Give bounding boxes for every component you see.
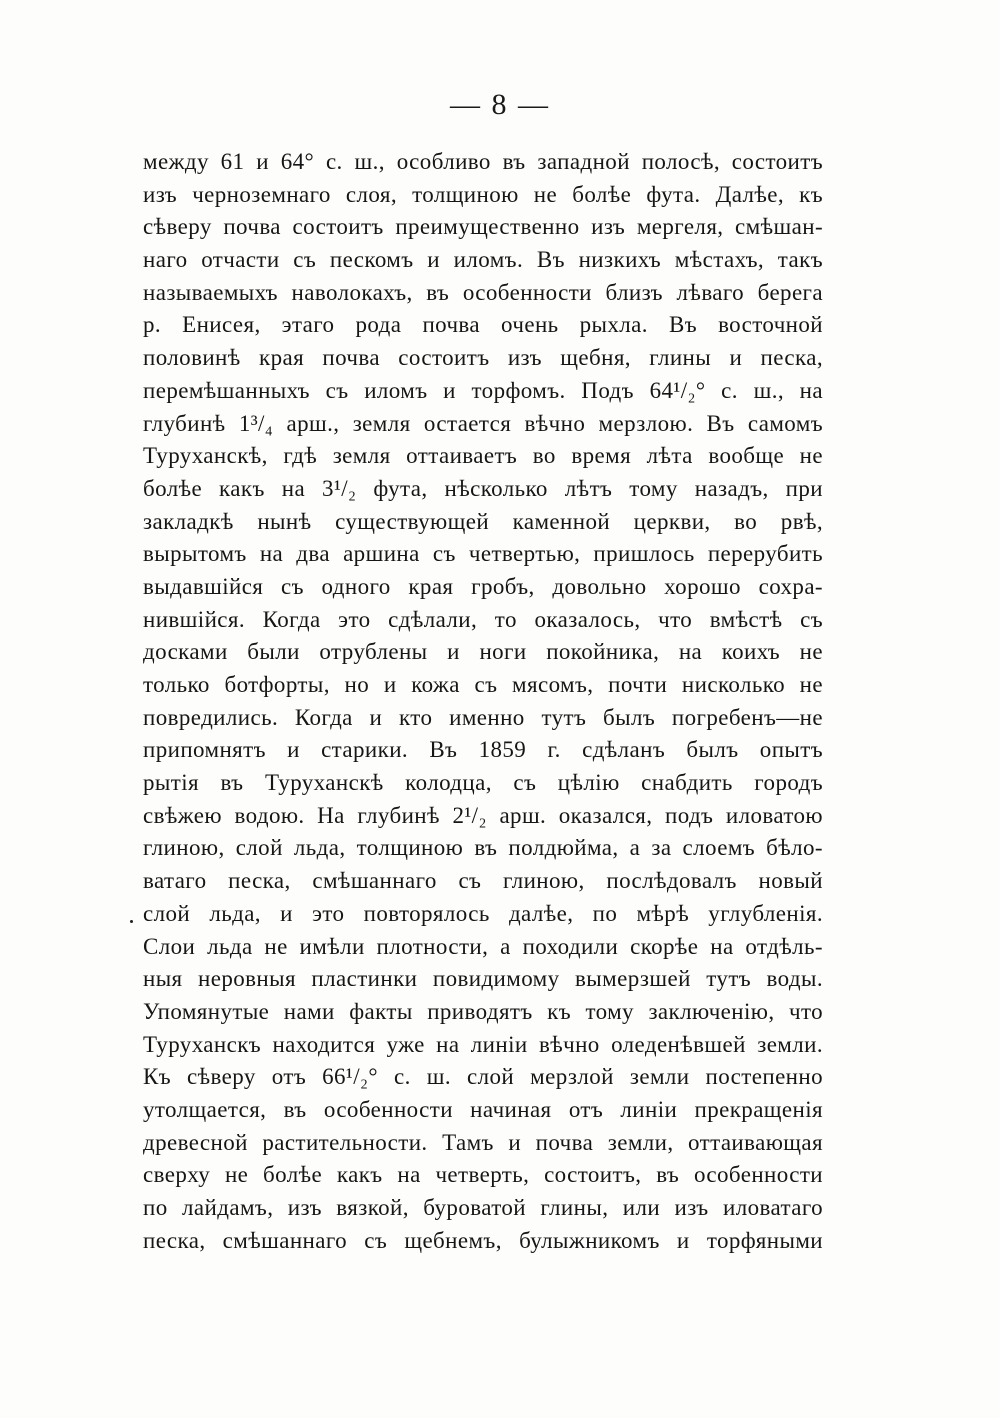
text-line: рытія въ Туруханскѣ колодца, съ цѣлію снабдить городъ — [143, 770, 823, 796]
text-line: досками были отрублены и ноги покойника, на коихъ не — [143, 639, 823, 665]
text-line: слой льда, и это повторялось далѣе, по мѣрѣ углубленія. — [143, 900, 823, 926]
text-line: изъ черноземнаго слоя, толщиною не болѣе фута. Далѣе, къ — [143, 181, 823, 207]
text-line: между 61 и 64° с. ш., особливо въ западной полосѣ, состоитъ — [143, 149, 823, 174]
text-line: только ботфорты, но и кожа съ мясомъ, почти нисколько не — [143, 672, 823, 697]
text-line: по лайдамъ, изъ вязкой, буроватой глины, или изъ иловатаго — [143, 1195, 823, 1220]
text-line: песка, смѣшаннаго съ щебнемъ, булыжникомъ и торфяными — [143, 1227, 823, 1253]
text-line: называемыхъ наволокахъ, въ особенности близъ лѣваго берега — [143, 279, 823, 305]
text-line: Туруханскѣ, гдѣ земля оттаиваетъ во время лѣта вообще не — [143, 443, 823, 469]
text-line: болѣе какъ на 3¹/₂ фута, нѣсколько лѣтъ тому назадъ, при — [143, 475, 823, 501]
text-line: Къ сѣверу отъ 66¹/₂° с. ш. слой мерзлой земли постепенно — [143, 1064, 823, 1090]
text-line: Туруханскъ находится уже на линіи вѣчно оледенѣвшей земли. — [143, 1031, 823, 1057]
margin-ink-mark — [130, 920, 133, 923]
text-line: наго отчасти съ пескомъ и иломъ. Въ низкихъ мѣстахъ, такъ — [143, 247, 823, 273]
text-line: нившійся. Когда это сдѣлали, то оказалось, что вмѣстѣ съ — [143, 606, 823, 632]
text-line: перемѣшанныхъ съ иломъ и торфомъ. Подъ 64¹/₂° с. ш., на — [143, 377, 823, 403]
text-line: р. Енисея, этаго рода почва очень рыхла. Въ восточной — [143, 312, 823, 338]
body-text — [143, 146, 823, 1257]
text-line: вырытомъ на два аршина съ четвертью, пришлось перерубить — [143, 541, 823, 567]
text-line: свѣжею водою. На глубинѣ 2¹/₂ арш. оказался, подъ иловатою — [143, 802, 823, 828]
text-line: глубинѣ 1³/₄ арш., земля остается вѣчно мерзлою. Въ самомъ — [143, 410, 823, 436]
page-number: — 8 — — [450, 88, 550, 121]
text-line: утолщается, въ особенности начиная отъ линіи прекращенія — [143, 1096, 823, 1122]
text-line: выдавшійся съ одного края гробъ, довольно хорошо сохра- — [143, 573, 823, 599]
text-line: ныя неровныя пластинки повидимому вымерзшей тутъ воды. — [143, 966, 823, 992]
text-line: закладкѣ нынѣ существующей каменной церкви, во рвѣ, — [143, 508, 823, 534]
text-line: сѣверу почва состоитъ преимущественно изъ мергеля, смѣшан- — [143, 214, 823, 240]
text-line: половинѣ края почва состоитъ изъ щебня, глины и песка, — [143, 345, 823, 371]
text-line: припомнятъ и старики. Въ 1859 г. сдѣланъ былъ опытъ — [143, 737, 823, 763]
text-line: Слои льда не имѣли плотности, а походили скорѣе на отдѣль- — [143, 933, 823, 959]
text-line: глиною, слой льда, толщиною въ полдюйма, а за слоемъ бѣло- — [143, 835, 823, 861]
text-line: древесной растительности. Тамъ и почва земли, оттаивающая — [143, 1129, 823, 1155]
text-line: Упомянутые нами факты приводятъ къ тому заключенію, что — [143, 998, 823, 1024]
text-line: повредились. Когда и кто именно тутъ былъ погребенъ—не — [143, 704, 823, 730]
text-line: ватаго песка, смѣшаннаго съ глиною, послѣдовалъ новый — [143, 868, 823, 894]
text-line: сверху не болѣе какъ на четверть, состоитъ, въ особенности — [143, 1162, 823, 1188]
